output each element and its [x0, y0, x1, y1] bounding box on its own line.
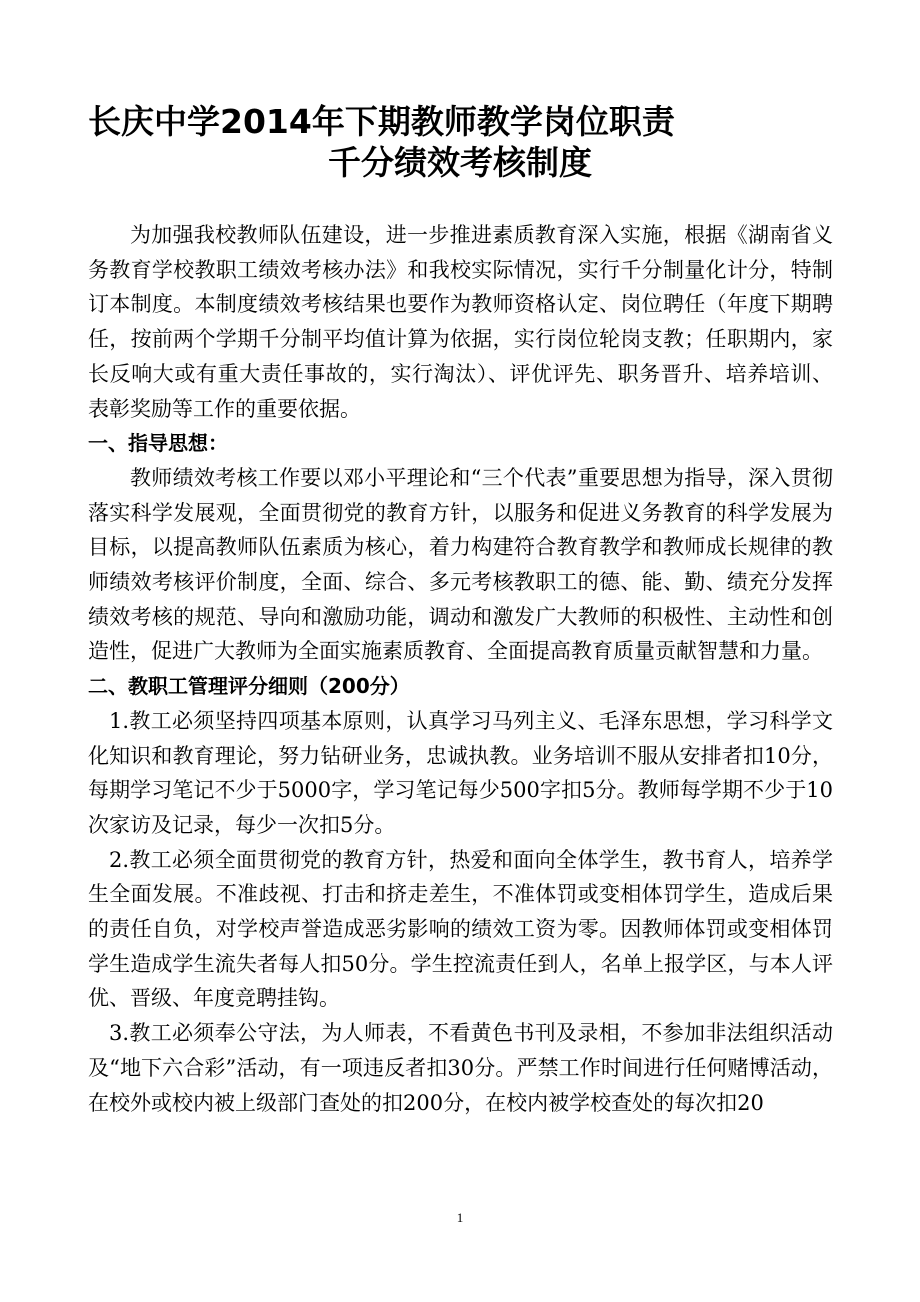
section2-heading: 二、教职工管理评分细则（200分） [88, 674, 410, 699]
rule-item-1: 1.教工必须坚持四项基本原则，认真学习马列主义、毛泽东思想，学习科学文化知识和教育理论，努力钻研业务，忠诚执教。业务培训不服从安排者扣10分，每期学习笔记不少于5000字，学习笔记每少500字扣5分。教师每学期不少于10次家访及记录，每少一次扣5分。 [88, 708, 833, 837]
page-number: 1 [456, 1210, 464, 1225]
section1-heading: 一、指导思想： [88, 431, 228, 456]
document-body [88, 218, 833, 1120]
document-title-line2: 千分绩效考核制度 [328, 143, 592, 182]
rule-item-3: 3.教工必须奉公守法，为人师表，不看黄色书刊及录相，不参加非法组织活动及“地下六合彩”活动，有一项违反者扣30分。严禁工作时间进行任何赌博活动，在校外或校内被上级部门查处的扣200分，在校内被学校查处的每次扣20 [88, 1021, 833, 1115]
section1-paragraph: 教师绩效考核工作要以邓小平理论和“三个代表”重要思想为指导，深入贯彻落实科学发展观，全面贯彻党的教育方针，以服务和促进义务教育的科学发展为目标，以提高教师队伍素质为核心，着力构建符合教育教学和教师成长规律的教师绩效考核评价制度，全面、综合、多元考核教职工的德、能、勤、绩充分发挥绩效考核的规范、导向和激励功能，调动和激发广大教师的积极性、主动性和创造性，促进广大教师为全面实施素质教育、全面提高教育质量贡献智慧和力量。 [88, 465, 833, 664]
document-title-line1: 长庆中学2014年下期教师教学岗位职责 [88, 102, 675, 141]
intro-paragraph: 为加强我校教师队伍建设，进一步推进素质教育深入实施，根据《湖南省义务教育学校教职工绩效考核办法》和我校实际情况，实行千分制量化计分，特制订本制度。本制度绩效考核结果也要作为教师资格认定、岗位聘任（年度下期聘任，按前两个学期千分制平均值计算为依据，实行岗位轮岗支教；任职期内，家长反响大或有重大责任事故的，实行淘汰）、评优评先、职务晋升、培养培训、表彰奖励等工作的重要依据。 [88, 223, 833, 421]
rule-item-2: 2.教工必须全面贯彻党的教育方针，热爱和面向全体学生，教书育人，培养学生全面发展。不准歧视、打击和挤走差生，不准体罚或变相体罚学生，造成后果的责任自负，对学校声誉造成恶劣影响的绩效工资为零。因教师体罚或变相体罚学生造成学生流失者每人扣50分。学生控流责任到人，名单上报学区，与本人评优、晋级、年度竞聘挂钩。 [88, 847, 833, 1011]
